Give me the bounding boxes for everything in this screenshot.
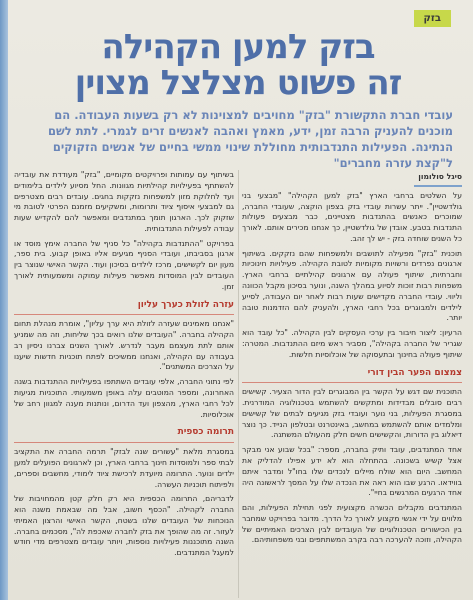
- paragraph: בשיתוף עם עמותות ופרויקטים מקומיים, "בזק" מעודדת את עובדיה להשתתף בפעילויות קהילתיות מגוונות. החל מסיוע לילדים בלימודים ועד לחלוקת מזון למשפחות נזקקות בחגים. עובדים רבים מצטרפים גם למבצעי איסוף ציוד ותרומות, ומשקיעים מזמנם הפרטי לטובת מי שזקוק לכך. הארגון תומך במתנדבים ומאפשר להם להקדיש שעות עבודה לפעילות התנדבותית.: [14, 170, 234, 233]
- paragraph: הרעיון: ליצור חיבור בין ערכי העסקים לבין הקהילה. "כל עובד הוא שגריר של החברה בקהילה", מסביר ראש מיזם ההתנדבות. המטרה: שיתוף פעולה בחינוך ובתעסוקה של אוכלוסיות חלשות.: [242, 328, 462, 359]
- headline-line-2: זה פשוט מצלצל מצוין: [74, 62, 402, 103]
- right-column: [242, 170, 462, 598]
- article-columns: [14, 170, 462, 598]
- paragraph: התוכנית שם דגש על הקשר בין המבוגרים לבין הדור הצעיר. קשישים רבים סובלים מבדידות ומתקשים להשתמש בטכנולוגיה המודרנית. במסגרת הפעילות, בני נוער ועובדי בזק מגיעים לבתים של קשישים ומלמדים אותם להשתמש במחשב, באינטרנט ובטלפון הנייד. כך נוצר דיאלוג בין הדורות, והקשישים חשים חלק מהעולם המשתנה.: [242, 387, 462, 440]
- paragraph: על השלטים ברחבי הארץ "בזק למען הקהילה" "מבצעי בני גולדשטיין". ייתר עשרות עובדי בזק בצפון הוקצה, שעובדי החברה, שמוכרים כאנשים בהתנדבות מצטיינים, כבר מבצעים פעולות התנדבות בטבע. אובדן של גולדשטיין, כך אנחנו מכירים אותם. לאורך כל השנים שוחדה בזק - יש לך זהב.: [242, 190, 462, 243]
- paragraph: לדבריהם, התרומה הכספית היא רק חלק קטן מהמחויבות של החברה לקהילה. "הכסף חשוב, אבל מה שבאמת משנה הוא הנוכחות של העובדים שלנו בשטח, הקשר האישי והרצון האמיתי לעזור. זה מה שהופך את בזק לחברה שאכפת לה", מסכמים בחברה. השנה מתוכננות פעילויות נוספות, ויותר עובדים מצטרפים מדי חודש למעגל המתנדבים.: [14, 494, 234, 558]
- subheading: צמצום הפער הבין דורי: [367, 367, 462, 378]
- byline-rule: [414, 185, 462, 187]
- paragraph: המתנדבים מקבלים הכשרה מקצועית לפני תחילת הפעילות, והם מלווים על ידי אנשי מקצוע לאורך כל הדרך. מדובר בפרויקט שמחבר בין הכישורים הטכנולוגיים של העובדים לבין הצרכים האמיתיים של הקהילה, וזוכה להערכה רבה בקרב המשתתפים ובני משפחותיהם.: [242, 503, 462, 545]
- paragraph: לפי נתוני החברה, אלפי עובדים השתתפו בפעילויות ההתנדבות בשנה האחרונה, ומספר המוטבים עלה באופן משמעותי. התוכניות מגיעות לכל רחבי הארץ, מהצפון ועד הדרום, ונותנות מענה למגוון רחב של אוכלוסיות.: [14, 377, 234, 419]
- subheading-rule: [14, 314, 234, 315]
- paragraph: בפרויקט "ההתנדבות בקהילה" כל סניף של החברה אימץ מוסד או ארגון בסביבתו, ועובדי הסניף מגיעים אליו באופן קבוע. בית ספר, מעון יום לקשישים, מרכז לילדים בסיכון ועוד. הקשר האישי שנוצר בין העובדים לבין המוסדות מאפשר פעילות עמוקה ומשמעותית לאורך זמן.: [14, 238, 234, 291]
- article-deck: עובדי חברת התקשורת "בזק" מחויבים למצוינות לא רק בשעות העבודה. הם מוכנים להעניק הרבה זמן, ידע, מאמץ ואהבה לאנשים זרים לגמרי. לתת לשם הנתינה. הפעילות התנדבותית מחוללת שינוי ממשי בחיים של אנשים הזקוקים ל"קצת עזרה מחברים": [48, 108, 453, 170]
- section-tag: בזק: [414, 10, 451, 27]
- column-divider: [238, 170, 239, 598]
- headline: [23, 27, 453, 103]
- subheading-rule: [242, 382, 462, 383]
- paragraph: "אנחנו מאמינים שעזרה לזולת היא ערך עליון", אומרת מנהלת תחום הקהילה בחברה. "העובדים שלנו רואים בכך שליחות, וזה מה שמניע אותם לתת מעצמם מעבר לנדרש. לאורך השנים צברנו ניסיון רב בעבודה עם הקהילה, ואנחנו ממשיכים לפתח תוכניות חדשות שיענו על הצרכים המשתנים".: [14, 319, 234, 372]
- byline: סיגל סולומון: [418, 172, 462, 181]
- subheading: תרומה כספית: [177, 427, 234, 438]
- paragraph: תוכנית "בזק" מפעילה לתושבים ולמשפחות שהם נזקקים. בשיתוף ארגונים נפרדים ורשויות מקומיות לטובת הקהילה. פעילויות חינוכיות וחברתיות, שיתוף פעולה עם ארגונים קהילתיים ברחבי הארץ. משפחות רבות זוכות לסיוע במהלך השנה, ונוער בסיכון מקבל הכוונה וליווי. עובדי החברה מקדישים שעות רבות לאחר יום העבודה, לסייע לילדים ולמבוגרים בכל רחבי הארץ, ולהעניק להם הזדמנות טובה יותר.: [242, 248, 462, 323]
- paragraph: במסגרת מלאת "עשורים שנה לבזק" תרמה החברה את התקציב לבתי ספר ולמוסדות חינוך ברחבי הארץ, וכן לארגונים הפועלים למען ילדים ונוער. התרומה מיועדת לרכישת ציוד לימודי, מחשבים וספרים, ולפיתוח תוכניות העשרה.: [14, 447, 234, 489]
- subheading: עזרה לזולת כערך עליון: [137, 299, 234, 310]
- subheading-rule: [14, 442, 234, 443]
- decorative-stripe: [0, 0, 8, 600]
- left-column: [14, 170, 234, 598]
- headline-line-1: בזק למען הקהילה: [101, 27, 375, 67]
- paragraph: אחד המתנדבים, עובד ותיק בחברה, מספר: "בכל שבוע אני מבקר אצל קשיש בשכונה. בהתחלה הוא לא ידע אפילו להדליק את המחשב. היום הוא שולח מיילים לנכדים שלו בחו"ל ומדבר איתם בווידאו. הרגע שבו הוא ראה את הנכדה שלו על המסך לראשונה היה אחד הרגעים המרגשים בחיי".: [242, 445, 462, 498]
